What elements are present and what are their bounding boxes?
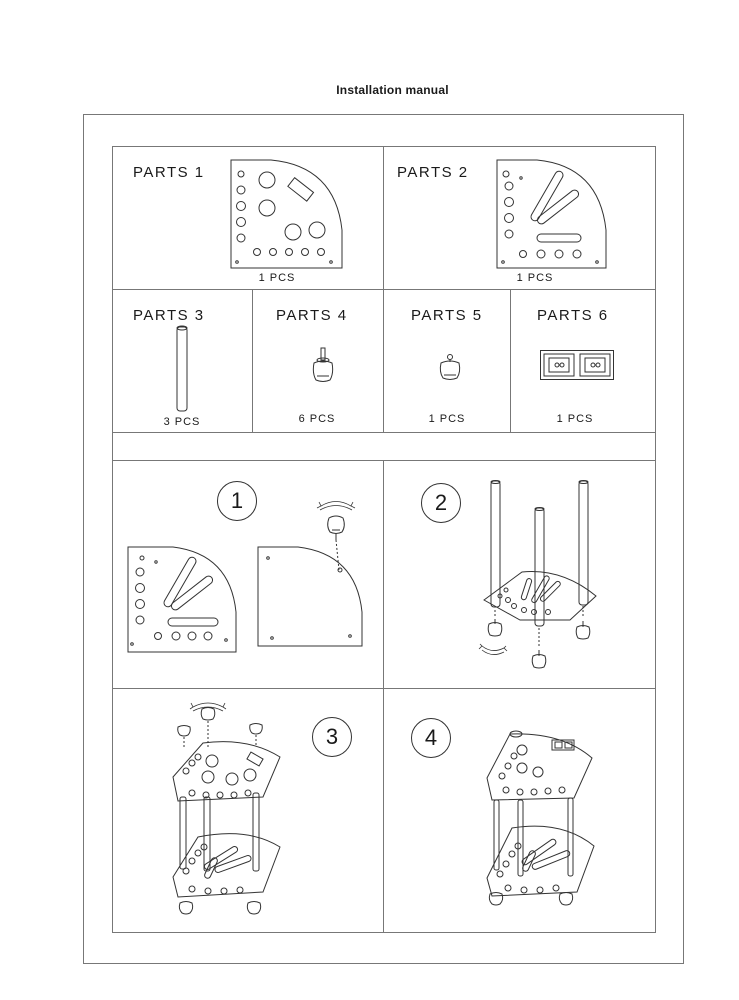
step-3-assembly-illustration (168, 697, 293, 917)
divider-col-c (510, 289, 511, 432)
divider-col-steps (383, 460, 384, 933)
step-3-badge: 3 (312, 717, 352, 757)
divider-row-2 (112, 432, 656, 433)
parts-2-bottom-plate-illustration (497, 160, 607, 268)
parts-3-pole-illustration (176, 324, 188, 414)
parts-4-label: PARTS 4 (276, 307, 348, 324)
step-2-poles-feet-illustration (478, 478, 608, 676)
parts-1-top-plate-illustration (231, 160, 343, 268)
parts-5-cap-illustration (438, 354, 462, 382)
parts-1-qty: 1 PCS (258, 272, 296, 284)
parts-4-qty: 6 PCS (298, 413, 336, 425)
parts-4-foot-illustration (310, 348, 336, 384)
step-1-plates-illustration (128, 492, 378, 657)
parts-2-qty: 1 PCS (516, 272, 554, 284)
divider-col-b (383, 289, 384, 432)
parts-3-qty: 3 PCS (163, 416, 201, 428)
step-2-badge: 2 (421, 483, 461, 523)
divider-row-4 (112, 688, 656, 689)
parts-5-qty: 1 PCS (428, 413, 466, 425)
parts-3-label: PARTS 3 (133, 307, 205, 324)
step-4-finished-stand-illustration (482, 728, 597, 910)
manual-title: Installation manual (336, 83, 449, 97)
parts-1-label: PARTS 1 (133, 164, 205, 181)
parts-5-label: PARTS 5 (411, 307, 483, 324)
parts-6-qty: 1 PCS (556, 413, 594, 425)
divider-row-1 (112, 289, 656, 290)
divider-row-3 (112, 460, 656, 461)
parts-6-hardware-pack-illustration (540, 350, 614, 380)
divider-col-a (252, 289, 253, 432)
parts-6-label: PARTS 6 (537, 307, 609, 324)
step-4-badge: 4 (411, 718, 451, 758)
parts-2-label: PARTS 2 (397, 164, 469, 181)
divider-col-top (383, 146, 384, 289)
step-1-badge: 1 (217, 481, 257, 521)
